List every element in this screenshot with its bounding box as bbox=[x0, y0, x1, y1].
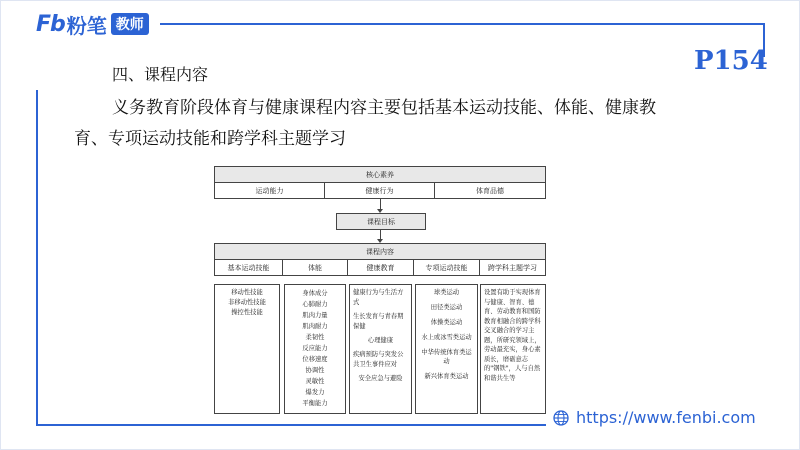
category: 基本运动技能 bbox=[214, 259, 283, 276]
category: 健康教育 bbox=[347, 259, 414, 276]
column-fitness bbox=[284, 284, 346, 414]
brand-badge: 教师 bbox=[111, 13, 149, 35]
list-item: 身体成分 bbox=[302, 290, 328, 297]
core-title: 核心素养 bbox=[214, 166, 546, 183]
list-item: 设置有助于实现体育与健康、智育、德育、劳动教育和国防教育相融合的跨学科交叉融合的学习主题，所研究领域上，劳动最充实，身心素质长，磨砺意志的"钢铁"，人与自然和谐共生等 bbox=[484, 289, 541, 382]
page-number: P154 bbox=[694, 46, 768, 76]
column-interdisciplinary bbox=[480, 284, 546, 414]
list-item: 移动性技能 bbox=[231, 289, 263, 296]
core-item: 运动能力 bbox=[214, 182, 325, 199]
section-heading: 四、课程内容 bbox=[112, 65, 209, 84]
list-item: 生长发育与青春期保健 bbox=[353, 313, 404, 330]
list-item: 反应能力 bbox=[302, 345, 328, 352]
globe-icon bbox=[553, 410, 569, 426]
list-item: 中华传统体育类运动 bbox=[421, 349, 472, 365]
list-item: 安全应急与避险 bbox=[358, 375, 403, 382]
list-item: 平衡能力 bbox=[302, 400, 328, 407]
core-item: 健康行为 bbox=[324, 182, 435, 199]
bottom-rule bbox=[36, 424, 546, 426]
list-item: 非移动性技能 bbox=[228, 299, 266, 306]
curriculum-diagram bbox=[212, 164, 548, 420]
column-health-education bbox=[349, 284, 412, 414]
brand-logo bbox=[36, 10, 149, 38]
paragraph-line-2: 育、专项运动技能和跨学科主题学习 bbox=[74, 129, 346, 149]
list-item: 爆发力 bbox=[305, 389, 325, 396]
list-item: 操控性技能 bbox=[231, 309, 263, 316]
list-item: 新兴体育类运动 bbox=[424, 373, 469, 380]
core-item: 体育品德 bbox=[434, 182, 546, 199]
list-item: 水上或冰雪类运动 bbox=[421, 334, 472, 341]
list-item: 协调性 bbox=[305, 367, 325, 374]
list-item: 肌肉力量 bbox=[302, 312, 328, 319]
paragraph-line-1: 义务教育阶段体育与健康课程内容主要包括基本运动技能、体能、健康教 bbox=[112, 98, 656, 118]
column-specialized-skills bbox=[415, 284, 478, 414]
category: 跨学科主题学习 bbox=[479, 259, 546, 276]
category: 体能 bbox=[282, 259, 348, 276]
content-title: 课程内容 bbox=[214, 243, 546, 260]
left-rule bbox=[36, 90, 38, 425]
list-item: 体操类运动 bbox=[430, 319, 463, 326]
list-item: 位移速度 bbox=[302, 356, 328, 363]
list-item: 柔韧性 bbox=[305, 334, 325, 341]
top-rule bbox=[160, 23, 764, 25]
list-item: 田径类运动 bbox=[430, 304, 463, 311]
list-item: 球类运动 bbox=[433, 289, 460, 296]
list-item: 灵敏性 bbox=[305, 378, 325, 385]
brand-mark: Fb bbox=[36, 11, 65, 37]
list-item: 心肺耐力 bbox=[302, 301, 328, 308]
list-item: 健康行为与生活方式 bbox=[353, 289, 404, 306]
column-basic-skills bbox=[214, 284, 280, 414]
list-item: 心理健康 bbox=[367, 337, 394, 344]
category: 专项运动技能 bbox=[413, 259, 480, 276]
footer-url[interactable]: https://www.fenbi.com bbox=[576, 408, 756, 427]
list-item: 疾病预防与突发公共卫生事件应对 bbox=[353, 351, 404, 368]
brand-name: 粉笔 bbox=[66, 13, 107, 38]
list-item: 肌肉耐力 bbox=[302, 323, 328, 330]
goal-box: 课程目标 bbox=[336, 213, 426, 230]
